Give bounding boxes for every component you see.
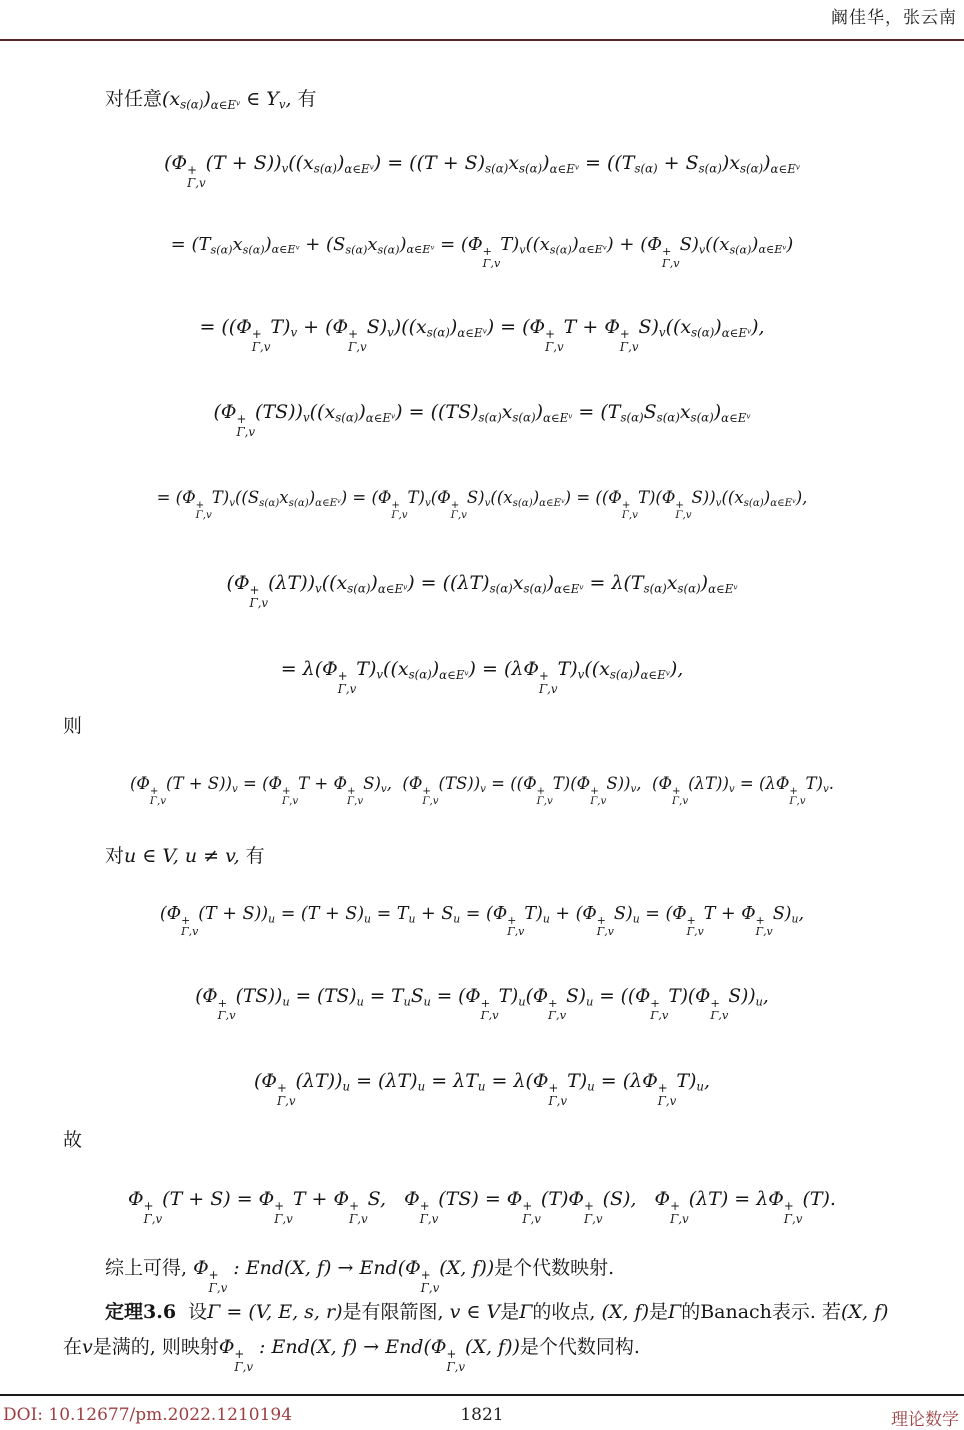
math-segment: Γ = (V, E, s, r) (207, 1301, 343, 1323)
text-segment: 在 (63, 1336, 83, 1358)
eq-add-v-3 (0, 314, 964, 353)
text-segment: 综上可得, (105, 1257, 194, 1279)
math-supsub: + Γ,v (482, 245, 501, 270)
math-segment: = (Φ + Γ,v $T)_v((S_{s(\alpha)}x_{s(\alpha)})_{\alpha\in E^v}) = (\Phi$ + Γ,v $T)_v(\Phi$ + Γ,v $S)_v((x_{s(\alpha)})_{\alpha\in E^v}) = ((\Phi$ + Γ,v T)(Φ + Γ,v $S))_v((x_{s(\alpha)})_{\alpha\in E^v})$, (156, 488, 808, 522)
math-supsub: + Γ,v (274, 1199, 293, 1226)
eq-scalar-v-1 (0, 570, 964, 609)
text-segment: 是 (500, 1301, 520, 1323)
para-then (63, 713, 82, 741)
math-supsub: + Γ,v (507, 913, 525, 939)
theorem-line-2 (63, 1334, 640, 1373)
math-supsub: + Γ,v (686, 913, 704, 939)
math-supsub: + Γ,v (522, 1199, 541, 1226)
math-supsub: + Γ,v (670, 1199, 689, 1226)
text-segment: 对 (105, 845, 125, 867)
math-segment: = λ(Φ + Γ,v $T)_v((x_{s(\alpha)})_{\alpha\in E^v}) = (\lambda\Phi$ + Γ,v $T)_v((x_{s(\alpha)})_{\alpha\in E^v})$, (280, 658, 684, 696)
math-supsub: + Γ,v (671, 785, 689, 808)
eq-mul-v-2 (0, 486, 964, 522)
math-supsub: + Γ,v (650, 996, 669, 1023)
math-segment: Φ + Γ,v : End(X, f) → End(Φ + Γ,v (X, f)) (218, 1336, 520, 1374)
math-segment: (Φ + Γ,v $(\lambda T))_u = (\lambda T)_u = \lambda T_u = \lambda(\Phi$ + Γ,v $T)_u = (\lambda\Phi$ + Γ,v $T)_u$, (253, 1070, 711, 1108)
eq-add-u (0, 902, 964, 938)
text-segment: 是个代数同构. (519, 1336, 640, 1358)
text-segment: 是 (648, 1301, 668, 1323)
math-segment: Γ (668, 1301, 682, 1323)
footer-page-number: 1821 (460, 1405, 504, 1425)
para-conclusion (105, 1255, 614, 1294)
math-supsub: + Γ,v (149, 785, 167, 808)
para-hence (63, 1127, 82, 1155)
math-supsub: + Γ,v (249, 583, 269, 610)
math-segment: (Φ + Γ,v $(T + S))_v((x_{s(\alpha)})_{\alpha\in E^v}) = ((T + S)_{s(\alpha)}x_{s(\alpha)})_{\alpha\in E^v} = ((T_{s(\alpha)} + S_{s(\alpha)})x_{s(\alpha)})_{\alpha\in E^v}$ (164, 152, 800, 190)
text-segment: 有 (239, 845, 265, 867)
math-supsub: + Γ,v (446, 1347, 466, 1374)
math-segment: Φ + Γ,v (T + S) = Φ + Γ,v T + Φ + Γ,v S, Φ + Γ,v (TS) = Φ + Γ,v (T)Φ + Γ,v (S), Φ + Γ,v (λT) = λΦ + Γ,v (T). (128, 1188, 836, 1226)
text-segment: 故 (63, 1129, 83, 1151)
math-supsub: + Γ,v (187, 163, 206, 190)
math-supsub: + Γ,v (391, 499, 408, 522)
math-supsub: + Γ,v (282, 785, 299, 808)
text-segment: 是满的, 则映射 (92, 1336, 219, 1358)
math-supsub: + Γ,v (621, 499, 638, 522)
math-supsub: + Γ,v (347, 785, 364, 808)
math-segment: = ((Φ + Γ,v $T)_v + (\Phi$ + Γ,v $S)_v)((x_{s(\alpha)})_{\alpha\in E^v}) = (\Phi$ + Γ,v T + Φ + Γ,v $S)_v((x_{s(\alpha)})_{\alpha\in E^v})$, (199, 316, 765, 354)
math-supsub: + Γ,v (236, 412, 256, 439)
eq-summary-v (0, 772, 964, 808)
math-supsub: + Γ,v (422, 785, 439, 808)
text-segment: 的收点, (532, 1301, 602, 1323)
math-supsub: + Γ,v (545, 327, 564, 354)
math-segment: (X, f) (841, 1301, 889, 1323)
math-segment: (Φ + Γ,v $(TS))_u = (TS)_u = T_uS_u = (\Phi$ + Γ,v $T)_u(\Phi$ + Γ,v $S)_u = ((\Phi$ + Γ,v T)(Φ + Γ,v $S))_u$, (195, 986, 769, 1023)
text-segment: 设 (176, 1301, 208, 1323)
text-segment: 是有限箭图, (342, 1301, 450, 1323)
math-supsub: + Γ,v (783, 1199, 803, 1226)
math-segment: = $(T_{s(\alpha)}x_{s(\alpha)})_{\alpha\in E^v} + (S_{s(\alpha)}x_{s(\alpha)})_{\alpha\in E^v} = (\Phi$ + Γ,v $T)_v((x_{s(\alpha)})_{\alpha\in E^v}) + (\Phi$ + Γ,v $S)_v((x_{s(\alpha)})_{\alpha\in E^v})$ (170, 234, 794, 270)
header-authors: 阚佳华，张云南 (831, 8, 957, 28)
footer-rule (0, 1394, 964, 1396)
math-supsub: + Γ,v (789, 785, 806, 808)
math-segment: v (82, 1336, 93, 1358)
math-segment: Φ + Γ,v : End(X, f) → End(Φ + Γ,v (X, f)) (193, 1257, 495, 1295)
math-supsub: + Γ,v (536, 785, 553, 808)
theorem-line-1 (105, 1299, 888, 1327)
text-segment: 定理3.6 (105, 1301, 177, 1323)
math-supsub: + Γ,v (710, 996, 729, 1023)
math-segment: (Φ + Γ,v $(T + S))_v = (\Phi$ + Γ,v T + Φ + Γ,v $S)_v$, (Φ + Γ,v $(TS))_v = ((\Phi$ + Γ,v T)(Φ + Γ,v $S))_v$, (Φ + Γ,v $(\lambda T))_v = (\lambda\Phi$ + Γ,v $T)_v$. (129, 774, 835, 808)
math-segment: (Φ + Γ,v $(TS))_v((x_{s(\alpha)})_{\alpha\in E^v}) = ((TS)_{s(\alpha)}x_{s(\alpha)})_{\alpha\in E^v} = (T_{s(\alpha)}S_{s(\alpha)}x_{s(\alpha)})_{\alpha\in E^v}$ (213, 401, 751, 439)
math-supsub: + Γ,v (348, 327, 367, 354)
math-supsub: + Γ,v (420, 1268, 440, 1295)
math-supsub: + Γ,v (675, 499, 692, 522)
eq-mul-v-1 (0, 399, 964, 438)
text-segment: 有 (291, 88, 317, 110)
footer-journal-name: 理论数学 (891, 1410, 959, 1430)
math-supsub: + Γ,v (195, 499, 212, 522)
math-segment: u ∈ V, u ≠ v, (124, 845, 240, 867)
eq-add-v-2 (0, 232, 964, 269)
math-supsub: + Γ,v (584, 1199, 603, 1226)
para-intro (105, 86, 317, 114)
math-segment: $(x_{s(\alpha)})_{\alpha\in E^v}$ ∈ $Y_v$, (162, 88, 292, 112)
math-supsub: + Γ,v (450, 499, 467, 522)
math-supsub: + Γ,v (143, 1199, 163, 1226)
math-supsub: + Γ,v (419, 1199, 439, 1226)
eq-mul-u (0, 984, 964, 1021)
math-supsub: + Γ,v (548, 1081, 568, 1108)
eq-scalar-u (0, 1068, 964, 1107)
math-segment: (Φ + Γ,v $(\lambda T))_v((x_{s(\alpha)})_{\alpha\in E^v}) = ((\lambda T)_{s(\alpha)}x_{s(\alpha)})_{\alpha\in E^v} = \lambda(T_{s(\alpha)}x_{s(\alpha)})_{\alpha\in E^v}$ (226, 572, 738, 610)
math-supsub: + Γ,v (548, 996, 567, 1023)
math-supsub: + Γ,v (276, 1081, 296, 1108)
math-supsub: + Γ,v (349, 1199, 368, 1226)
math-supsub: + Γ,v (590, 785, 607, 808)
text-segment: 是个代数映射. (494, 1257, 615, 1279)
math-supsub: + Γ,v (480, 996, 499, 1023)
eq-scalar-v-2 (0, 656, 964, 695)
eq-add-v-1 (0, 150, 964, 189)
math-supsub: + Γ,v (251, 327, 271, 354)
text-segment: 对任意 (105, 88, 163, 110)
math-segment: (Φ + Γ,v $(T + S))_u = (T + S)_u = T_u + S_u = (\Phi$ + Γ,v $T)_u + (\Phi$ + Γ,v $S)_u = (\Phi$ + Γ,v T + Φ + Γ,v $S)_u$, (159, 904, 805, 939)
math-supsub: + Γ,v (217, 996, 236, 1023)
math-supsub: + Γ,v (657, 1081, 677, 1108)
math-segment: Γ (519, 1301, 533, 1323)
math-segment: v ∈ V (449, 1301, 501, 1323)
math-supsub: + Γ,v (596, 913, 614, 939)
math-supsub: + Γ,v (661, 245, 680, 270)
math-supsub: + Γ,v (234, 1347, 253, 1374)
math-supsub: + Γ,v (755, 913, 773, 939)
math-supsub: + Γ,v (181, 913, 199, 939)
math-supsub: + Γ,v (619, 327, 639, 354)
math-segment: (X, f) (601, 1301, 649, 1323)
footer-doi-link[interactable]: DOI: 10.12677/pm.2022.1210194 (3, 1405, 293, 1425)
math-supsub: + Γ,v (337, 669, 357, 696)
text-segment: 的Banach表示. 若 (681, 1301, 841, 1323)
math-supsub: + Γ,v (208, 1268, 228, 1295)
eq-final (0, 1186, 964, 1225)
text-segment: 则 (63, 715, 83, 737)
math-supsub: + Γ,v (539, 669, 558, 696)
para-u (105, 843, 265, 871)
